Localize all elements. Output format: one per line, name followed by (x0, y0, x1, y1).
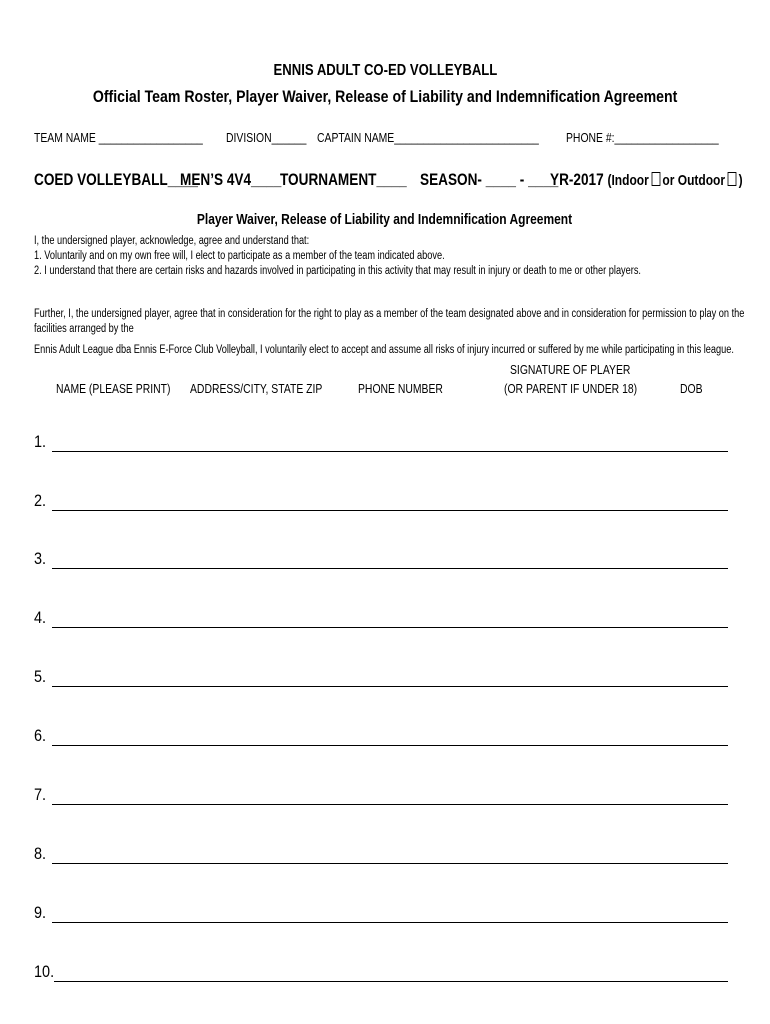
form-subtitle: Official Team Roster, Player Waiver, Release of Liability and Indemnification Agreement (92, 87, 678, 106)
captain-name-field[interactable]: CAPTAIN NAME_________________________ (317, 130, 539, 145)
roster-line[interactable] (52, 686, 728, 687)
roster-line[interactable] (52, 745, 728, 746)
column-phone: PHONE NUMBER (358, 381, 443, 396)
roster-line[interactable] (52, 922, 728, 923)
year-label: YR-2017 (Indoor or Outdoor ) (550, 170, 743, 189)
roster-line[interactable] (52, 804, 728, 805)
roster-line[interactable] (52, 627, 728, 628)
roster-row[interactable] (34, 899, 734, 925)
roster-row[interactable] (34, 781, 734, 807)
roster-line[interactable] (54, 981, 728, 982)
roster-row[interactable] (34, 545, 734, 571)
roster-row-number: 3. (34, 549, 47, 568)
roster-row-number: 2. (34, 491, 47, 510)
team-name-field[interactable]: TEAM NAME __________________ (34, 130, 203, 145)
waiver-further-3: Ennis Adult League dba Ennis E-Force Club Volleyball, I voluntarily elect to accept and assume all risks of injury incurred or suffered by me while participating in this league. (34, 344, 734, 356)
outdoor-checkbox[interactable] (727, 172, 736, 186)
roster-row[interactable] (34, 604, 734, 630)
roster-row-number: 1. (34, 432, 47, 451)
waiver-further-2: facilities arranged by the (34, 323, 134, 335)
waiver-item-1: 1. Voluntarily and on my own free will, I elect to participate as a member of the team indicated above. (34, 250, 445, 262)
column-signature-line-2: (OR PARENT IF UNDER 18) (504, 381, 638, 396)
phone-field[interactable]: PHONE #:__________________ (566, 130, 719, 145)
league-info-row (0, 170, 770, 192)
roster-line[interactable] (52, 510, 728, 511)
roster-row[interactable] (34, 487, 734, 513)
roster-row-number: 8. (34, 844, 47, 863)
roster-line[interactable] (52, 568, 728, 569)
roster-row[interactable] (34, 958, 734, 984)
waiver-intro: I, the undersigned player, acknowledge, agree and understand that: (34, 235, 310, 247)
division-field[interactable]: DIVISION______ (226, 130, 307, 145)
column-name: NAME (PLEASE PRINT) (56, 381, 171, 396)
indoor-checkbox[interactable] (651, 172, 660, 186)
waiver-further-1: Further, I, the undersigned player, agree that in consideration for the right to play as a member of the team designated above and in consideration for permission to play on the (34, 308, 745, 320)
roster-row[interactable] (34, 428, 734, 454)
column-dob: DOB (680, 381, 703, 396)
waiver-title: Player Waiver, Release of Liability and Indemnification Agreement (197, 211, 573, 228)
column-address: ADDRESS/CITY, STATE ZIP (190, 381, 323, 396)
waiver-item-2: 2. I understand that there are certain risks and hazards involved in participating in this activity that may result in injury or death to me or other players. (34, 265, 641, 277)
roster-row-number: 7. (34, 785, 47, 804)
tournament-field[interactable]: TOURNAMENT____ (280, 170, 407, 189)
roster-row-number: 9. (34, 903, 47, 922)
season-field[interactable]: SEASON- ____ - ____ (420, 170, 559, 189)
form-title: ENNIS ADULT CO-ED VOLLEYBALL (273, 62, 497, 79)
mens-4v4-field[interactable]: MEN’S 4V4____ (180, 170, 282, 189)
roster-row[interactable] (34, 722, 734, 748)
roster-row[interactable] (34, 840, 734, 866)
coed-volleyball-field[interactable]: COED VOLLEYBALL____ (34, 170, 198, 189)
team-info-row (0, 130, 770, 148)
roster-row-number: 6. (34, 726, 47, 745)
roster-row-number: 10. (34, 962, 55, 981)
roster-row-number: 5. (34, 667, 47, 686)
roster-line[interactable] (52, 451, 728, 452)
column-signature-line-1: SIGNATURE OF PLAYER (510, 362, 631, 377)
roster-row[interactable] (34, 663, 734, 689)
roster-row-number: 4. (34, 608, 47, 627)
roster-line[interactable] (52, 863, 728, 864)
